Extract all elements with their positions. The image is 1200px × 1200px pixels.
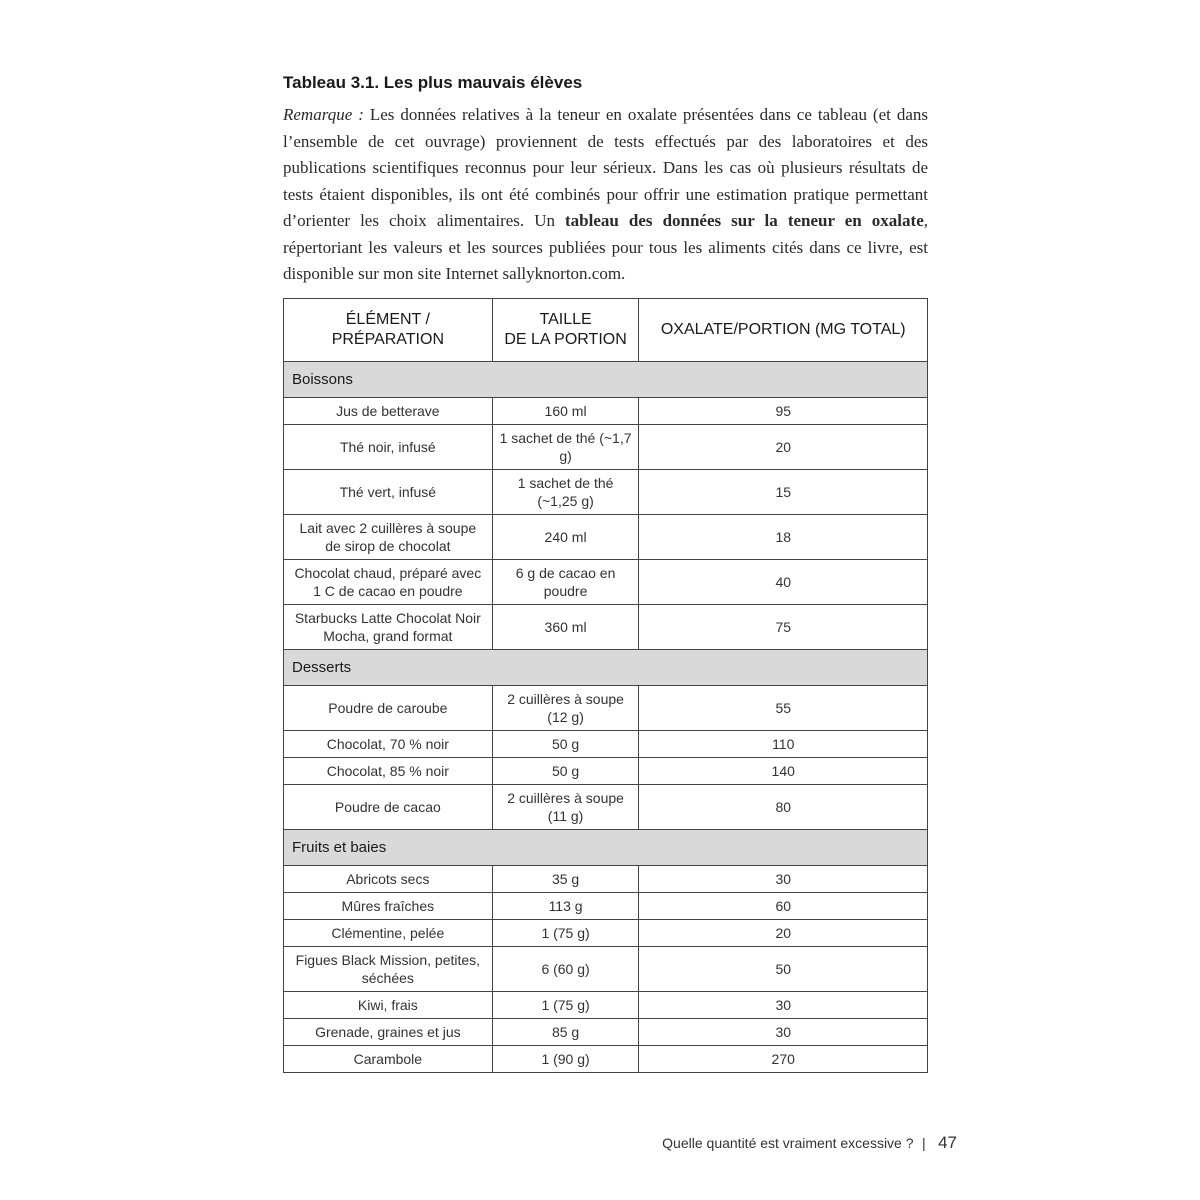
cell-oxalate: 140 [639, 758, 928, 785]
remark-text-1: Les données relatives à la teneur en oxalate présentées dans ce tableau (et dans l’ensemble de cet ouvrage) proviennent de tests effectués par des laboratoires et des publications scientifiques reconnus pour leur sérieux. Dans les cas où plusieurs résultats de tests étaient disponibles, ils ont été combinés pour offrir une estimation pratique permettant d’orienter les choix alimentaires. Un [283, 105, 928, 230]
category-row-boissons [284, 362, 928, 398]
table-row [284, 470, 928, 515]
cell-oxalate: 80 [639, 785, 928, 830]
cell-oxalate: 50 [639, 947, 928, 992]
cell-portion: 240 ml [492, 515, 639, 560]
header-item: ÉLÉMENT / PRÉPARATION [284, 299, 493, 362]
cell-oxalate: 40 [639, 560, 928, 605]
table-row [284, 398, 928, 425]
cell-oxalate: 60 [639, 893, 928, 920]
remark-label: Remarque : [283, 105, 364, 124]
table-row [284, 947, 928, 992]
cell-oxalate: 15 [639, 470, 928, 515]
category-label: Fruits et baies [284, 830, 928, 866]
table-title: Tableau 3.1. Les plus mauvais élèves [283, 73, 583, 92]
cell-portion: 6 g de cacao en poudre [492, 560, 639, 605]
cell-item: Mûres fraîches [284, 893, 493, 920]
cell-portion: 6 (60 g) [492, 947, 639, 992]
header-row [284, 299, 928, 362]
remark-bold-link: tableau des données sur la teneur en oxalate [565, 211, 924, 230]
cell-item: Poudre de cacao [284, 785, 493, 830]
remark-paragraph [283, 102, 928, 288]
text-block [283, 70, 928, 288]
cell-portion: 1 (75 g) [492, 920, 639, 947]
table-row [284, 731, 928, 758]
cell-item: Poudre de caroube [284, 686, 493, 731]
table-row [284, 686, 928, 731]
category-label: Boissons [284, 362, 928, 398]
page-number: 47 [938, 1133, 957, 1152]
category-row-fruits [284, 830, 928, 866]
cell-portion: 1 (90 g) [492, 1046, 639, 1073]
cell-oxalate: 20 [639, 425, 928, 470]
running-title: Quelle quantité est vraiment excessive ? [662, 1135, 914, 1151]
remark-text-2: , répertoriant les valeurs et les sources publiées pour tous les aliments cités dans ce livre, est disponible sur mon site Internet sallyknorton.com. [283, 211, 928, 283]
cell-item: Figues Black Mission, petites, séchées [284, 947, 493, 992]
cell-oxalate: 20 [639, 920, 928, 947]
cell-oxalate: 95 [639, 398, 928, 425]
header-oxalate: OXALATE/PORTION (MG TOTAL) [639, 299, 928, 362]
cell-item: Chocolat, 70 % noir [284, 731, 493, 758]
oxalate-table [283, 298, 928, 1073]
cell-item: Lait avec 2 cuillères à soupe de sirop de chocolat [284, 515, 493, 560]
cell-oxalate: 30 [639, 866, 928, 893]
table-row [284, 893, 928, 920]
footer-separator: | [921, 1135, 926, 1151]
table-row [284, 866, 928, 893]
table-row [284, 920, 928, 947]
cell-portion: 113 g [492, 893, 639, 920]
cell-portion: 2 cuillères à soupe (11 g) [492, 785, 639, 830]
cell-item: Thé vert, infusé [284, 470, 493, 515]
table-row [284, 758, 928, 785]
header-portion: TAILLE DE LA PORTION [492, 299, 639, 362]
table-row [284, 992, 928, 1019]
cell-oxalate: 55 [639, 686, 928, 731]
cell-portion: 1 sachet de thé (~1,7 g) [492, 425, 639, 470]
category-label: Desserts [284, 650, 928, 686]
cell-portion: 35 g [492, 866, 639, 893]
cell-item: Jus de betterave [284, 398, 493, 425]
table-row [284, 785, 928, 830]
cell-portion: 1 sachet de thé (~1,25 g) [492, 470, 639, 515]
cell-oxalate: 18 [639, 515, 928, 560]
cell-oxalate: 75 [639, 605, 928, 650]
cell-portion: 360 ml [492, 605, 639, 650]
table-row [284, 425, 928, 470]
table-row [284, 560, 928, 605]
table-row [284, 1019, 928, 1046]
cell-oxalate: 30 [639, 1019, 928, 1046]
cell-portion: 1 (75 g) [492, 992, 639, 1019]
cell-item: Chocolat chaud, préparé avec 1 C de cacao en poudre [284, 560, 493, 605]
cell-oxalate: 110 [639, 731, 928, 758]
cell-item: Clémentine, pelée [284, 920, 493, 947]
cell-oxalate: 270 [639, 1046, 928, 1073]
cell-portion: 50 g [492, 758, 639, 785]
cell-portion: 160 ml [492, 398, 639, 425]
category-row-desserts [284, 650, 928, 686]
table-row [284, 515, 928, 560]
cell-portion: 50 g [492, 731, 639, 758]
cell-portion: 2 cuillères à soupe (12 g) [492, 686, 639, 731]
cell-portion: 85 g [492, 1019, 639, 1046]
cell-item: Grenade, graines et jus [284, 1019, 493, 1046]
cell-item: Thé noir, infusé [284, 425, 493, 470]
cell-item: Carambole [284, 1046, 493, 1073]
cell-item: Abricots secs [284, 866, 493, 893]
table-row [284, 1046, 928, 1073]
cell-item: Kiwi, frais [284, 992, 493, 1019]
table-row [284, 605, 928, 650]
page-footer [662, 1133, 957, 1153]
cell-item: Starbucks Latte Chocolat Noir Mocha, grand format [284, 605, 493, 650]
cell-item: Chocolat, 85 % noir [284, 758, 493, 785]
cell-oxalate: 30 [639, 992, 928, 1019]
